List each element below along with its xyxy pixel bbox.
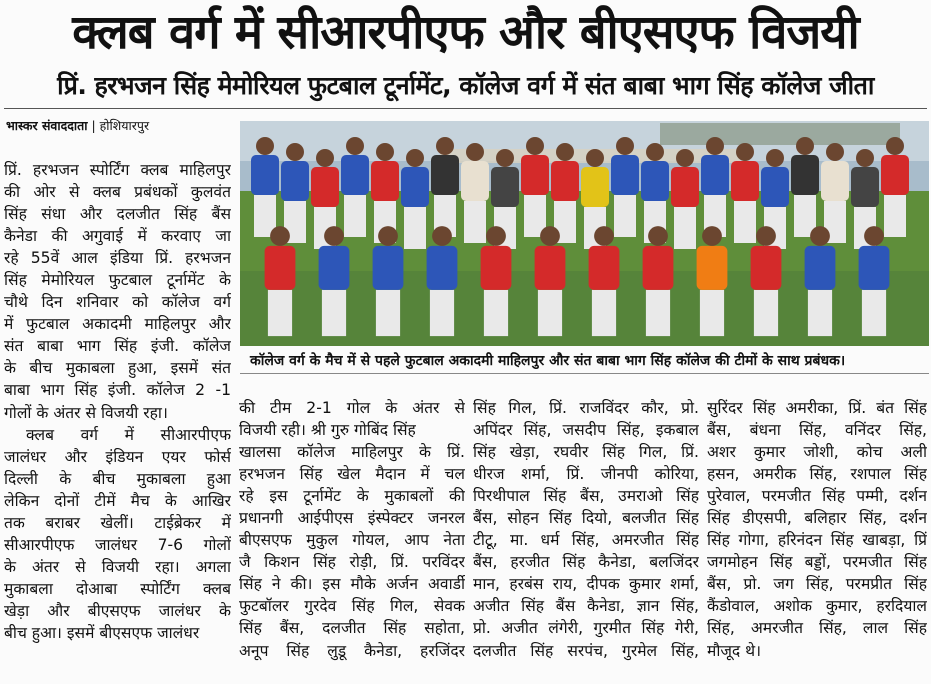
article-line: सिंह गिल, प्रिं. राजविंदर कौर, प्रो.: [473, 399, 699, 417]
article-line: अजीत सिंह बैंस कैनेडा, ज्ञान सिंह,: [473, 597, 699, 616]
headline: क्लब वर्ग में सीआरपीएफ और बीएसएफ विजयी: [72, 5, 859, 60]
article-column-3: [473, 397, 699, 662]
article-column-4: [707, 397, 927, 662]
article-line: खेड़ा और बीएसएफ जालंधर के: [4, 601, 231, 620]
article-line: प्रो. अजीत लंगेरी, गुरमीत सिंह गेरी,: [473, 619, 699, 638]
article-line: हसन, अमरीक सिंह, रशपाल सिंह: [707, 465, 927, 484]
article-line: सिंह बैंस, दलजीत सिंह सहोता,: [239, 619, 465, 638]
article-line: रहे इस टूर्नामेंट के मुकाबलों की: [239, 487, 465, 506]
article-line: सिंह संधा और दलजीत सिंह बैंस: [4, 205, 231, 224]
article-line: मुकाबला दोआबा स्पोर्टिंग क्लब: [4, 579, 231, 598]
article-line: के अंतर से विजयी रहा। अगला: [4, 557, 231, 576]
article-line: में फुटबाल अकादमी माहिलपुर और: [4, 315, 231, 334]
article-line: पुरेवाल, परमजीत सिंह पम्मी, दर्शन: [707, 487, 927, 506]
article-line: दलजीत सिंह सरपंच, गुरमेल सिंह,: [473, 641, 699, 660]
article-column-1: [4, 159, 231, 644]
article-line: टीटू, मा. धर्म सिंह, अमरजीत सिंह: [473, 531, 699, 550]
article-line: फुटबॉलर गुरदेव सिंह गिल, सेवक: [239, 597, 465, 616]
team-photo: [240, 121, 929, 346]
subheadline: प्रिं. हरभजन सिंह मेमोरियल फुटबाल टूर्नामेंट, कॉलेज वर्ग में संत बाबा भाग सिंह कॉलेज जीता: [57, 71, 874, 100]
article-line: की ओर से क्लब प्रबंधकों कुलवंत: [4, 183, 231, 202]
article-line: हरभजन सिंह खेल मैदान में चल: [239, 465, 465, 484]
article-line: गोलों के अंतर से विजयी रहा।: [4, 403, 168, 422]
article-line: सिंह डीएसपी, बलिहार सिंह, दर्शन: [707, 509, 927, 528]
dateline: [6, 117, 149, 134]
dateline-source: भास्कर संवाददाता: [6, 118, 88, 133]
divider: [4, 108, 927, 109]
article-line: अनूप सिंह लुडू कैनेडा, हरजिंदर: [239, 641, 465, 660]
article-line: विजयी रही। श्री गुरु गोबिंद सिंह: [239, 421, 416, 440]
article-line: लेकिन दोनों टीमें मैच के आखिर: [4, 491, 231, 510]
article-line: के बीच मुकाबला हुआ, इसमें संत: [4, 359, 231, 378]
team-photo-illustration: [240, 121, 929, 346]
article-line: प्रिं. हरभजन स्पोर्टिंग क्लब माहिलपुर: [4, 161, 231, 179]
article-line: कैंडोवाल, अशोक कुमार, हरदियाल: [707, 597, 927, 616]
article-line: की टीम 2-1 गोल के अंतर से: [239, 399, 465, 417]
article-line: सिंह गोगा, हरिनंदन सिंह खाबड़ा, प्रिं: [707, 531, 927, 550]
article-line: बाबा भाग सिंह इंजी. कॉलेज 2 -1: [4, 381, 231, 400]
photo-caption: कॉलेज वर्ग के मैच में से पहले फुटबाल अकादमी माहिलपुर और संत बाबा भाग सिंह कॉलेज की टीमों के साथ प्रबंधक।: [240, 348, 929, 374]
article-line: क्लब वर्ग में सीआरपीएफ: [26, 425, 231, 444]
article-line: बैंस, हरजीत सिंह कैनेडा, बलजिंदर: [473, 553, 699, 572]
article-line: पिरथीपाल सिंह बैंस, उमराओ सिंह: [473, 487, 699, 506]
article-line: जालंधर और इंडियन एयर फोर्स: [4, 447, 231, 466]
article-line: दिल्ली के बीच मुकाबला हुआ: [4, 469, 231, 488]
article-line: सिंह, अमरजीत सिंह, लाल सिंह: [707, 619, 927, 638]
article-line: अपिंदर सिंह, जसदीप सिंह, इकबाल: [473, 421, 699, 440]
article-line: सिंह ने की। इस मौके अर्जन अवार्डी: [239, 575, 465, 594]
article-line: सीआरपीएफ जालंधर 7-6 गोलों: [4, 535, 231, 554]
article-line: चौथे दिन शनिवार को कॉलेज वर्ग: [4, 293, 231, 312]
article-line: सिंह मेमोरियल फुटबाल टूर्नामेंट के: [4, 271, 231, 290]
dateline-separator: |: [91, 118, 96, 133]
article-line: संत बाबा भाग सिंह इंजी. कॉलेज: [4, 337, 231, 356]
article-line: रहे 55वें आल इंडिया प्रिं. हरभजन: [4, 249, 231, 268]
article-line: सुरिंदर सिंह अमरीका, प्रिं. बंत सिंह: [707, 399, 927, 417]
article-line: सिंह खेड़ा, रघवीर सिंह गिल, प्रिं.: [473, 443, 699, 462]
article-line: बैंस, बंधना सिंह, वनिंदर सिंह,: [707, 421, 927, 440]
article-column-2: [239, 397, 465, 662]
article-line: मान, हरबंस राय, दीपक कुमार शर्मा,: [473, 575, 699, 594]
article-line: बीच हुआ। इसमें बीएसएफ जालंधर: [4, 623, 200, 642]
article-line: बैंस, सोहन सिंह दियो, बलजीत सिंह: [473, 509, 699, 528]
article-line: मौजूद थे।: [707, 641, 762, 660]
article-line: जै किशन सिंह रोड़ी, प्रिं. परविंदर: [239, 553, 465, 572]
article-line: जगमोहन सिंह बड्डों, परमजीत सिंह: [707, 553, 927, 572]
article-line: तक बराबर खेलीं। टाईब्रेकर में: [4, 513, 231, 532]
article-line: धीरज शर्मा, प्रिं. जीनपी कोरिया,: [473, 465, 699, 484]
dateline-place: होशियारपुर: [99, 118, 150, 133]
article-line: बीएसएफ मुकुल गोयल, आप नेता: [239, 531, 465, 550]
article-line: अशर कुमार जोशी, कोच अली: [707, 443, 927, 462]
article-line: बैंस, प्रो. जग सिंह, परमप्रीत सिंह: [707, 575, 927, 594]
article-line: खालसा कॉलेज माहिलपुर के प्रिं.: [239, 443, 465, 462]
article-line: कैनेडा की अगुवाई में करवाए जा: [4, 227, 231, 246]
article-line: प्रधानगी आईपीएस इंस्पेक्टर जनरल: [239, 509, 465, 528]
